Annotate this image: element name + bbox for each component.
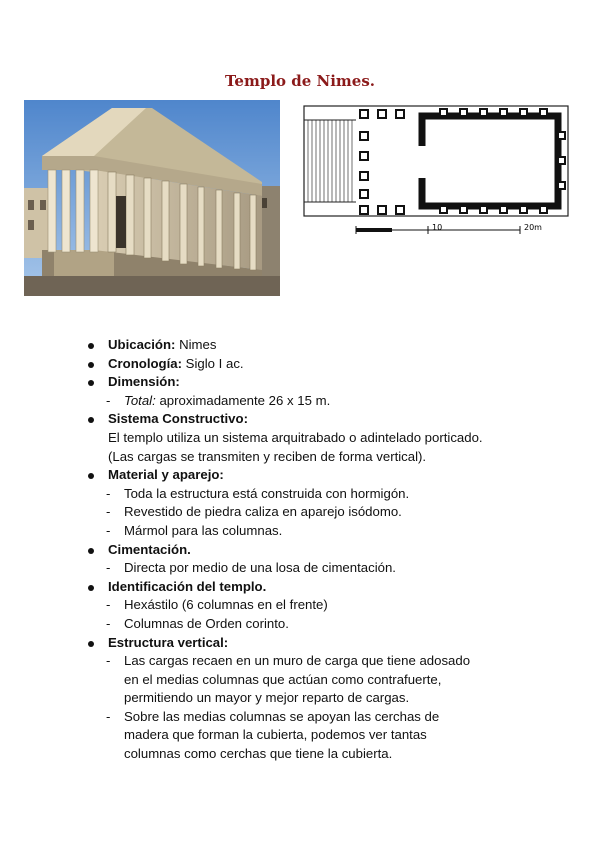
- bullet: [88, 585, 94, 591]
- scale-end-label: 20m: [524, 223, 542, 232]
- bullet: [88, 417, 94, 423]
- bullet: [88, 343, 94, 349]
- sub-item: - Revestido de piedra caliza en aparejo isódomo.: [106, 504, 402, 520]
- sub-item: - Hexástilo (6 columnas en el frente): [106, 597, 328, 613]
- list-item-identificacion: Identificación del templo.: [86, 578, 556, 597]
- bullet: [88, 641, 94, 647]
- paragraph-sistema-1: El templo utiliza un sistema arquitrabado o adintelado porticado.: [108, 429, 483, 445]
- sub-item: - Toda la estructura está construida con hormigón.: [106, 485, 410, 501]
- list-item-cronologia: Cronología: Siglo I ac.: [86, 355, 556, 374]
- sub-item: - Mármol para las columnas.: [106, 522, 283, 538]
- floor-plan: [300, 102, 572, 242]
- paragraph-sistema-2: (Las cargas se transmiten y reciben de forma vertical).: [108, 448, 427, 464]
- sub-item: - Directa por medio de una losa de cimentación.: [106, 560, 396, 576]
- list-item-material: Material y aparejo:: [86, 466, 556, 485]
- bullet: [88, 473, 94, 479]
- sub-item-total: - Total: aproximadamente 26 x 15 m.: [106, 392, 331, 408]
- sub-item: - Sobre las medias columnas se apoyan las cerchas de madera que forman la cubierta, podemos ver tantas columnas como cerchas que tiene la cubierta.: [106, 708, 440, 762]
- list-item-sistema: Sistema Constructivo:: [86, 410, 556, 429]
- bullet: [88, 548, 94, 554]
- list-item-ubicacion: Ubicación: Nimes: [86, 336, 556, 355]
- info-list: [86, 336, 556, 764]
- temple-photo: [24, 100, 280, 296]
- page-title: Templo de Nimes.: [224, 72, 375, 90]
- list-item-dimension: Dimensión:: [86, 373, 556, 392]
- list-item-estructura: Estructura vertical:: [86, 634, 556, 653]
- sub-item: - Columnas de Orden corinto.: [106, 615, 289, 631]
- sub-item: - Las cargas recaen en un muro de carga que tiene adosado en el medias columnas que actúan como contrafuerte, permitiendo un mayor y mejor reparto de cargas.: [106, 653, 471, 706]
- scale-mid-label: 10: [432, 223, 443, 232]
- bullet: [88, 362, 94, 368]
- bullet: [88, 380, 94, 386]
- list-item-cimentacion: Cimentación.: [86, 541, 556, 560]
